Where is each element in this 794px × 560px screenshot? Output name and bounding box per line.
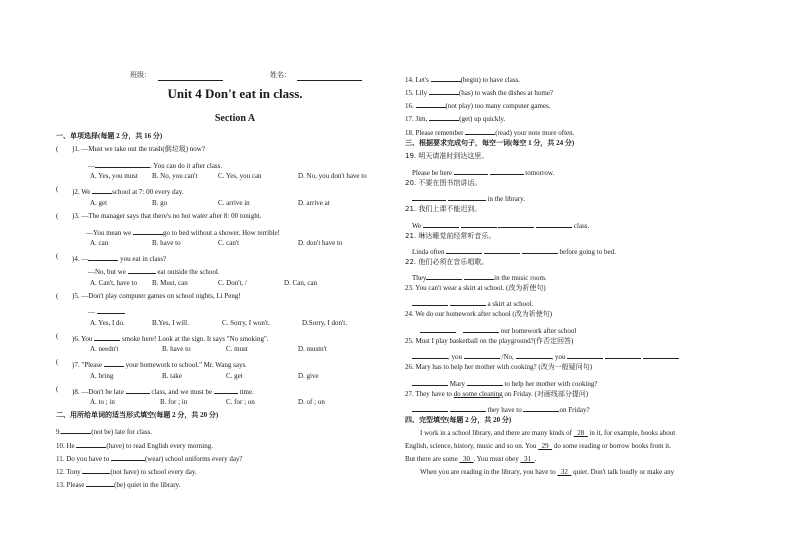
fill-item-18: 18. Please remember (read) your note more often. [405,126,574,138]
q4-option-d[interactable]: D. Can, can [284,279,318,287]
cloze-line-2: English, science, history, music and so on. You 29 do some reading or borrow books from it. [405,442,671,450]
q4-option-b[interactable]: B. Must, can [152,279,188,287]
q3-line2: —You mean we go to bed without a shower. How terrible! [86,226,280,238]
q1-option-d[interactable]: D. No, you don't have to [298,172,367,180]
q4-paren: ( [56,252,59,260]
section-title: Section A [214,113,256,124]
q7-option-d[interactable]: D. give [298,372,319,380]
class-blank[interactable] [158,72,223,81]
q20-chinese: 20. 不要在图书馆讲话。 [405,179,482,187]
q28-sentence: 27. They have to do some cleaning on Friday. (对画线部分提问) [405,390,589,398]
q2-option-a[interactable]: A. get [90,199,108,207]
q19-chinese: 19. 明天请准时到达这里。 [405,152,489,160]
q4-stem: )4. — you eat in class? [72,252,166,264]
fill-item-15: 15. Lily (has) to wash the dishes at home? [405,86,553,98]
cloze-line-4: When you are reading in the library, you have to 32 quiet. Don't talk loudly or make any [420,468,675,476]
q8-option-b[interactable]: B. for ; in [160,398,188,406]
page-title: Unit 4 Don't eat in class. [167,86,303,101]
q23-line: They in the music room. [412,271,547,283]
part3-heading: 三、根据要求完成句子，每空一词(每空 1 分，共 24 分) [405,139,575,147]
q3-option-c[interactable]: C. can't [218,239,240,247]
q1-line2: — . You can do it after class. [88,159,222,171]
q6-option-b[interactable]: B. have to [162,345,191,353]
q6-option-d[interactable]: D. mustn't [298,345,327,353]
q3-option-a[interactable]: A. can [90,239,109,247]
q5-line2: — [88,305,125,317]
q24-sentence: 23. You can't wear a skirt at school. (改为祈使句) [405,284,546,292]
cloze-line-3: But there are some 30 . You must obey 31 . [405,455,537,463]
q7-paren: ( [56,358,59,366]
q26-sentence: 25. Must I play basketball on the playground?(作否定回答) [405,337,574,345]
fill-item-11: 11. Do you have to (wear) school uniforms every day? [56,452,243,464]
q27-sentence: 26. Mary has to help her mother with cooking? (改为一般疑问句) [405,363,593,371]
q7-option-a[interactable]: A. bring [90,372,114,380]
q3-option-b[interactable]: B. have to [152,239,181,247]
part1-heading: 一、单项选择(每题 2 分，共 16 分) [56,132,163,140]
fill-item-10: 10. He (have) to read English every morning. [56,439,213,451]
q2-paren: ( [56,185,59,193]
q7-option-b[interactable]: B. take [162,372,182,380]
part4-heading: 四、完型填空(每题 2 分，共 20 分) [405,416,512,424]
q6-option-c[interactable]: C. must [226,345,248,353]
q4-line2: —No, but we eat outside the school. [88,265,220,277]
q25-sentence: 24. We do our homework after school (改为祈使句) [405,310,553,318]
q20-line: in the library. [412,192,525,204]
q26-line: , you /No, , you [412,350,679,362]
q19-line: Please be here tomorrow. [412,166,554,178]
q5-option-d[interactable]: D.Sorry, I don't. [302,319,347,327]
q4-option-a[interactable]: A. Can't, have to [90,279,137,287]
q8-option-a[interactable]: A. to ; in [90,398,115,406]
q5-stem: )5. —Don't play computer games on school nights, Li Peng! [72,292,241,300]
q2-option-b[interactable]: B. go [152,199,168,207]
q3-paren: ( [56,212,59,220]
q1-stem: )1. —Must we take out the trash(倒垃圾) now? [72,145,205,153]
q2-option-d[interactable]: D. arrive at [298,199,330,207]
cloze-line-1: I work in a school library, and there are many kinds of 28 in it, for example, books about [420,429,676,437]
q27-line: Mary to help her mother with cooking? [412,377,598,389]
part2-heading: 二、用所给单词的适当形式填空(每题 2 分，共 20 分) [56,411,219,419]
fill-item-12: 12. Tony (not have) to school every day. [56,465,197,477]
q1-option-c[interactable]: C. Yes, you can [218,172,262,180]
q2-option-c[interactable]: C. arrive in [218,199,250,207]
q24-line: a skirt at school. [412,297,533,309]
q28-line: they have to on Friday? [412,403,590,415]
q7-option-c[interactable]: C. get [226,372,243,380]
q5-option-b[interactable]: B.Yes, I will. [152,319,189,327]
q6-option-a[interactable]: A. needn't [90,345,119,353]
q1-paren: ( [56,145,59,153]
fill-item-14: 14. Let's (begin) to have class. [405,73,520,85]
q5-option-c[interactable]: C. Sorry, I won't. [222,319,270,327]
q7-stem: )7. "Please your homework to school." Mr. Wang says. [72,358,247,370]
q8-paren: ( [56,385,59,393]
q23-chinese: 22. 他们必须在音乐唱歌。 [405,258,489,266]
q4-option-c[interactable]: C. Don't, / [218,279,247,287]
q3-option-d[interactable]: D. don't have to [298,239,343,247]
q2-stem: )2. We school at 7: 00 every day. [72,185,184,197]
class-label: 班级： [130,71,151,79]
fill-item-13: 13. Please (be) quiet in the library. [56,478,180,490]
q8-option-c[interactable]: C. for ; on [226,398,255,406]
q1-option-b[interactable]: B. No, you can't [152,172,198,180]
q22-chinese: 21. 琳达睡觉前经常听音乐。 [405,232,496,240]
name-label: 姓名： [270,71,291,79]
q22-line: Linda often before going to bed. [412,245,616,257]
q3-stem: )3. —The manager says that there's no hot water after 8: 00 tonight. [72,212,262,220]
q8-stem: )8. —Don't be late class, and we must be time. [72,385,254,397]
q21-line: We class. [412,219,589,231]
q6-paren: ( [56,332,59,340]
fill-item-16: 16. (not play) too many computer games. [405,99,550,111]
q8-option-d[interactable]: D. of ; on [298,398,325,406]
name-blank[interactable] [297,72,362,81]
q5-paren: ( [56,292,59,300]
q21-chinese: 21. 我们上课不能迟到。 [405,205,482,213]
q1-option-a[interactable]: A. Yes, you must [90,172,138,180]
q25-line: our homework after school [420,324,576,336]
fill-item-9: 9. (not be) late for class. [56,425,152,437]
q5-option-a[interactable]: A. Yes, I do. [90,319,125,327]
q6-stem: )6. You smoke here! Look at the sign. It says "No smoking". [72,332,269,344]
fill-item-17: 17. Jim, (get) up quickly. [405,112,505,124]
